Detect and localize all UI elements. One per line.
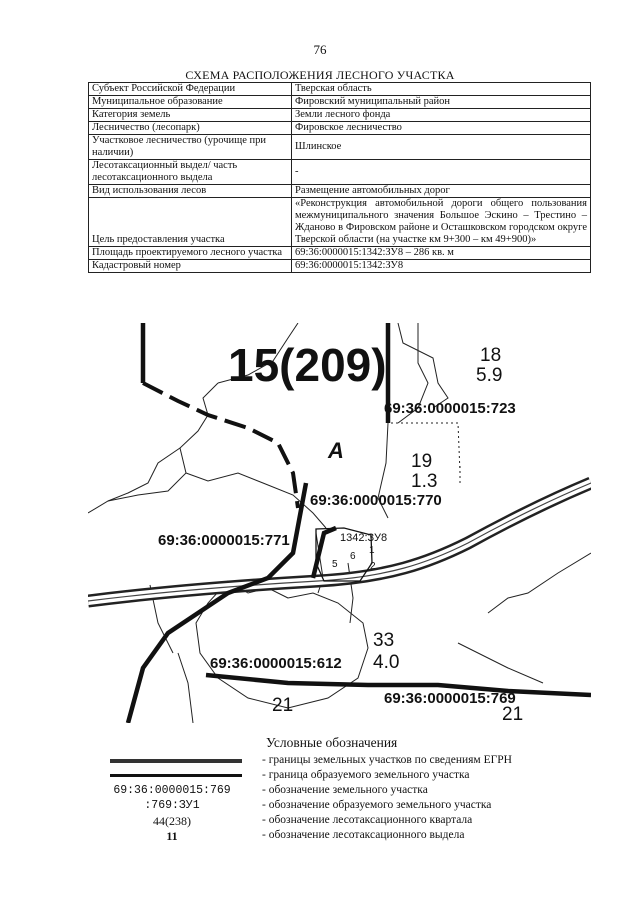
table-row	[89, 247, 591, 260]
egrn-boundary	[128, 483, 306, 723]
parcel-code-symbol: 69:36:0000015:769	[113, 784, 231, 797]
map-svg	[88, 323, 591, 723]
quarter-label: 15(209)	[228, 339, 387, 391]
table-row	[89, 83, 591, 96]
vydel-symbol: 11	[166, 829, 178, 843]
document-title: СХЕМА РАСПОЛОЖЕНИЯ ЛЕСНОГО УЧАСТКА	[185, 68, 455, 82]
row-label: Площадь проектируемого лесного участка	[89, 247, 292, 260]
legend-item	[92, 829, 612, 844]
table-row	[89, 135, 591, 160]
vydel-number: 21	[502, 704, 524, 723]
page-number: 76	[313, 42, 327, 57]
table-row	[89, 122, 591, 135]
parcel-label: 69:36:0000015:770	[310, 492, 442, 509]
forest-boundary	[488, 553, 591, 613]
legend-item	[92, 769, 612, 784]
legend-description: - обозначение земельного участка	[262, 784, 428, 796]
row-label: Цель предоставления участка	[89, 198, 292, 247]
row-label: Вид использования лесов	[89, 185, 292, 198]
parcel-label: 69:36:0000015:771	[158, 532, 290, 549]
row-value: -	[292, 160, 591, 185]
row-value: Фировское лесничество	[292, 122, 591, 135]
row-label: Лесничество (лесопарк)	[89, 122, 292, 135]
plot-label: 1342:ЗУ8	[340, 532, 388, 544]
row-label: Участковое лесничество (урочище при наличии)	[89, 135, 292, 160]
legend-item	[92, 784, 612, 799]
row-value: Шлинское	[292, 135, 591, 160]
quarter-symbol: 44(238)	[153, 814, 191, 828]
legend-title: Условные обозначения	[266, 735, 398, 750]
table-row	[89, 185, 591, 198]
parcel-label: 69:36:0000015:612	[210, 655, 342, 672]
info-table	[88, 82, 591, 273]
forest-boundary	[108, 448, 180, 501]
forest-boundary	[178, 653, 193, 723]
forest-boundary	[88, 383, 218, 513]
row-label: Лесотаксационный выдел/ часть лесотаксационного выдела	[89, 160, 292, 185]
vydel-number: 18	[480, 345, 502, 366]
legend-description: - граница образуемого земельного участка	[262, 769, 470, 781]
row-value: «Реконструкция автомобильной дороги общего пользования межмуниципального значения Большое Эскино – Трестино – Жданово в Фировском районе и Осташковском городском округе Тверской области (на участке км 9+300 – км 49+900)»	[292, 198, 591, 247]
vydel-number: 33	[373, 630, 395, 651]
table-row	[89, 109, 591, 122]
vydel-area: 4.0	[373, 652, 400, 673]
row-label: Категория земель	[89, 109, 292, 122]
table-row	[89, 260, 591, 273]
legend-item	[92, 799, 612, 814]
table-row	[89, 96, 591, 109]
row-value: Земли лесного фонда	[292, 109, 591, 122]
quarter-boundary	[143, 383, 298, 508]
vertex-label: 6	[350, 551, 356, 562]
vertex-label: 5	[332, 559, 338, 570]
row-value: Тверская область	[292, 83, 591, 96]
formed-boundary-symbol	[110, 774, 242, 777]
legend-item	[92, 814, 612, 829]
location-map	[88, 323, 591, 723]
parcel-label: 69:36:0000015:769	[384, 690, 516, 707]
row-value: Фировский муниципальный район	[292, 96, 591, 109]
legend-description: - границы земельных участков по сведениям ЕГРН	[262, 754, 512, 766]
vydel-area: 5.9	[476, 365, 503, 386]
letter-label: А	[328, 438, 344, 463]
formed-parcel-symbol: :769:ЗУ1	[144, 799, 200, 812]
vydel-area: 1.3	[411, 471, 438, 492]
parcel-label: 69:36:0000015:723	[384, 400, 516, 417]
legend-description: - обозначение лесотаксационного выдела	[262, 829, 465, 841]
row-value: 69:36:0000015:1342:ЗУ8	[292, 260, 591, 273]
row-value: 69:36:0000015:1342:ЗУ8 – 286 кв. м	[292, 247, 591, 260]
vydel-number: 21	[272, 695, 294, 716]
row-label: Кадастровый номер	[89, 260, 292, 273]
vertex-label: 2	[370, 561, 376, 572]
egrn-boundary-symbol	[110, 759, 242, 763]
table-row	[89, 198, 591, 247]
row-value: Размещение автомобильных дорог	[292, 185, 591, 198]
legend-description: - обозначение образуемого земельного участка	[262, 799, 492, 811]
table-row	[89, 160, 591, 185]
legend-item	[92, 754, 612, 769]
forest-contour	[196, 581, 368, 708]
row-label: Субъект Российской Федерации	[89, 83, 292, 96]
vydel-number: 19	[411, 451, 433, 472]
legend-description: - обозначение лесотаксационного квартала	[262, 814, 473, 826]
row-label: Муниципальное образование	[89, 96, 292, 109]
vertex-label: 1	[369, 545, 375, 556]
forest-boundary	[458, 643, 543, 683]
